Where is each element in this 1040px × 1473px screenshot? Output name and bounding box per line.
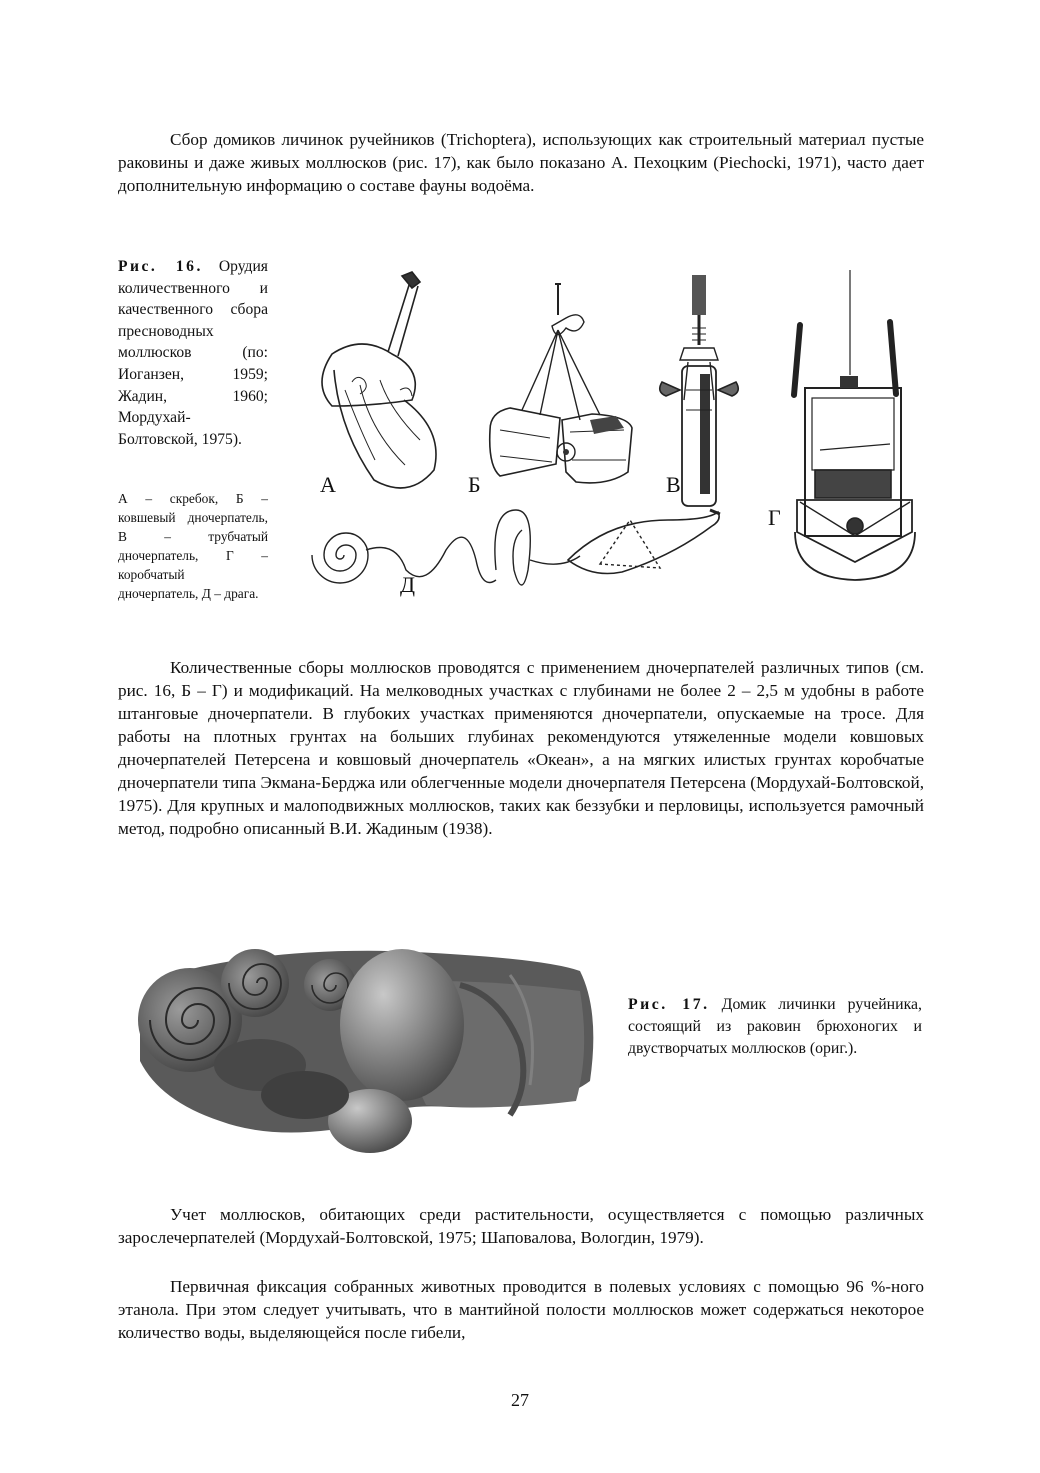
paragraph-text: Сбор домиков личинок ручейников (Trichoptera), использующих как строительный материал пустые раковины и даже живых моллюсков (рис. 17), как было показано А. Пехоцким (Piechocki, 1971), часто дает дополнительную информацию о составе фауны водоёма. (118, 130, 924, 195)
figure17-photo (130, 945, 600, 1155)
snail-shell-2 (221, 949, 289, 1017)
scraper-drawing (322, 272, 436, 488)
paragraph-fixation (118, 1275, 924, 1344)
figure16-caption (118, 256, 268, 450)
panel-letter-d: Д (400, 572, 416, 597)
figure17-caption (628, 994, 922, 1060)
figure16-legend: А – скребок, Б – ковшевый дночерпатель, В – трубчатый дночерпатель, Г – коробчатый дночерпатель, Д – драга. (118, 491, 268, 601)
panel-letter-v: В (666, 472, 681, 497)
dredge-drawing (312, 510, 720, 585)
figure17-caption-text: Домик личинки ручейника, состоящий из раковин брюхоногих и двустворчатых моллюсков (ориг.). (628, 996, 922, 1057)
figure16-illustration (300, 270, 930, 615)
paragraph-vegetation (118, 1203, 924, 1249)
box-grab-drawing (794, 270, 915, 580)
paragraph-quantitative (118, 656, 924, 840)
panel-letter-g: Г (768, 505, 781, 530)
figure16-label: Рис. 16. (118, 258, 203, 275)
paragraph-text: Количественные сборы моллюсков проводятся с применением дночерпателей различных типов (см. рис. 16, Б – Г) и модификаций. На мелководных участках с глубинами не более 2 – 2,5 м удобны в работе штанговые дночерпатели. В глубоких участках применяются дночерпатели, опускаемые на тросе. Для работы на плотных грунтах на больших глубинах рекомендуются утяжеленные модели ковшовых дночерпателей Петерсена и ковшовый дночерпатель «Океан», а на мягких илистых грунтах коробчатые дночерпатели типа Экмана-Берджа или облегченные модели дночерпателя Петерсена (Мордухай-Болтовской, 1975). Для крупных и малоподвижных моллюсков, таких как беззубки и перловицы, используется рамочный метод, подробно описанный В.И. Жадиным (1938). (118, 658, 924, 838)
figure17-label: Рис. 17. (628, 996, 710, 1013)
paragraph-intro (118, 128, 924, 197)
page-number: 27 (511, 1390, 529, 1410)
panel-letter-b: Б (468, 472, 481, 497)
paragraph-text: Учет моллюсков, обитающих среди растительности, осуществляется с помощью различных зарослечерпателей (Мордухай-Болтовской, 1975; Шаповалова, Вологдин, 1979). (118, 1205, 924, 1247)
figure16-caption-text: Орудия количественного и качественного сбора пресноводных моллюсков (по: Иоганзен, 1959; Жадин, 1960; Мордухай-Болтовской, 1975). (118, 258, 268, 448)
panel-letter-a: А (320, 472, 336, 497)
bucket-grab-drawing (490, 284, 632, 483)
clam-shell-1 (340, 949, 464, 1101)
paragraph-text: Первичная фиксация собранных животных проводится в полевых условиях с помощью 96 %-ного этанола. При этом следует учитывать, что в мантийной полости моллюсков может содержаться некоторое количество воды, выделяющейся после гибели, (118, 1277, 924, 1342)
